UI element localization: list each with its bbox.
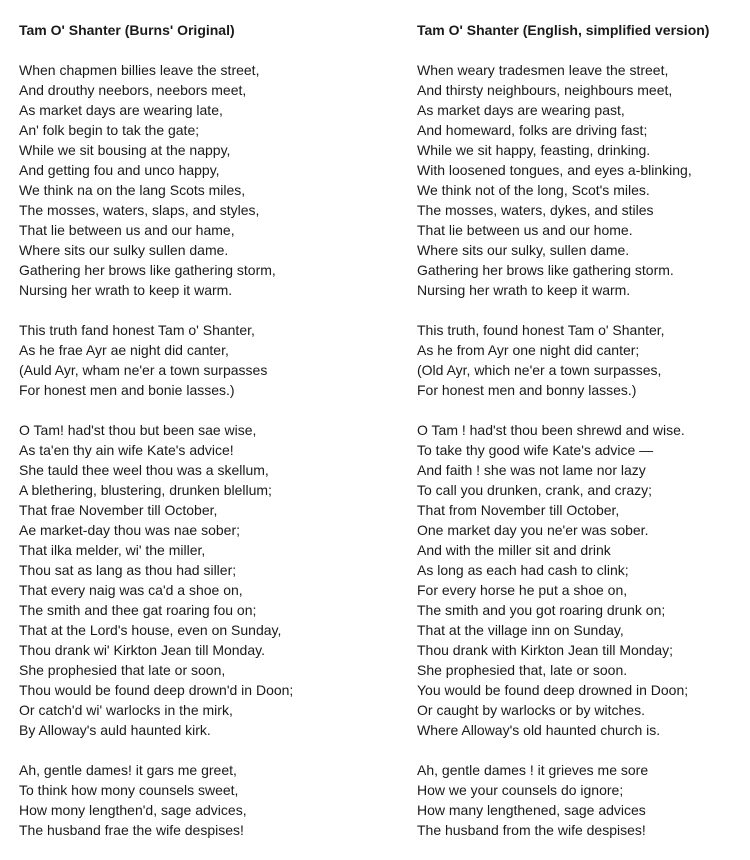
original-stanza — [19, 420, 389, 740]
original-verse-line: Where sits our sulky sullen dame. — [19, 242, 229, 258]
simplified-verse-line: Where sits our sulky, sullen dame. — [417, 242, 630, 258]
simplified-verse-line: How many lengthened, sage advices — [417, 802, 646, 818]
simplified-verse-line: And homeward, folks are driving fast; — [417, 122, 648, 138]
original-verse-line: As market days are wearing late, — [19, 102, 223, 118]
simplified-verse-line: (Old Ayr, which ne'er a town surpasses, — [417, 362, 662, 378]
original-verse-line: The husband frae the wife despises! — [19, 822, 244, 838]
original-verse-line: Ae market-day thou was nae sober; — [19, 522, 241, 538]
original-verse-line: When chapmen billies leave the street, — [19, 62, 260, 78]
original-verse-line: Or catch'd wi' warlocks in the mirk, — [19, 702, 233, 718]
original-verse-line: As ta'en thy ain wife Kate's advice! — [19, 442, 234, 458]
original-verse-line: An' folk begin to tak the gate; — [19, 122, 200, 138]
original-verse-line: The mosses, waters, slaps, and styles, — [19, 202, 260, 218]
original-verse-line: That at the Lord's house, even on Sunday, — [19, 622, 282, 638]
simplified-verse-line: As he from Ayr one night did canter; — [417, 342, 640, 358]
original-stanza — [19, 60, 389, 300]
simplified-verse-line: Thou drank with Kirkton Jean till Monday; — [417, 642, 674, 658]
original-column — [19, 20, 389, 860]
simplified-verse-line: Ah, gentle dames ! it grieves me sore — [417, 762, 649, 778]
original-verse-line: By Alloway's auld haunted kirk. — [19, 722, 211, 738]
simplified-verse-line: That from November till October, — [417, 502, 620, 518]
original-verse-line: A blethering, blustering, drunken blellum; — [19, 482, 272, 498]
original-stanza — [19, 760, 389, 840]
simplified-verse-line: She prophesied that, late or soon. — [417, 662, 628, 678]
original-verse-line: Ah, gentle dames! it gars me greet, — [19, 762, 237, 778]
original-verse-line: And drouthy neebors, neebors meet, — [19, 82, 247, 98]
simplified-verse-line: Gathering her brows like gathering storm. — [417, 262, 674, 278]
original-verse-line: For honest men and bonie lasses.) — [19, 382, 235, 398]
simplified-stanza — [417, 320, 747, 400]
simplified-verse-line: With loosened tongues, and eyes a-blinking, — [417, 162, 692, 178]
simplified-verse-line: While we sit happy, feasting, drinking. — [417, 142, 651, 158]
simplified-column — [417, 20, 747, 860]
original-verse-line: We think na on the lang Scots miles, — [19, 182, 246, 198]
simplified-verse-line: The smith and you got roaring drunk on; — [417, 602, 666, 618]
original-verse-line: That every naig was ca'd a shoe on, — [19, 582, 243, 598]
simplified-verse-line: How we your counsels do ignore; — [417, 782, 624, 798]
simplified-verse-line: Or caught by warlocks or by witches. — [417, 702, 645, 718]
original-verse-line: (Auld Ayr, wham ne'er a town surpasses — [19, 362, 268, 378]
simplified-verse-line: And thirsty neighbours, neighbours meet, — [417, 82, 673, 98]
original-verse-line: That ilka melder, wi' the miller, — [19, 542, 206, 558]
original-verse-line: Thou sat as lang as thou had siller; — [19, 562, 237, 578]
original-verse-line: That lie between us and our hame, — [19, 222, 235, 238]
original-verse-line: Gathering her brows like gathering storm, — [19, 262, 276, 278]
original-verse-line: While we sit bousing at the nappy, — [19, 142, 231, 158]
original-verse-line: The smith and thee gat roaring fou on; — [19, 602, 257, 618]
original-verse-line: Thou would be found deep drown'd in Doon; — [19, 682, 294, 698]
simplified-verse-line: As market days are wearing past, — [417, 102, 625, 118]
original-verse-line: Thou drank wi' Kirkton Jean till Monday. — [19, 642, 265, 658]
original-verse-line: Nursing her wrath to keep it warm. — [19, 282, 233, 298]
simplified-verse-line: O Tam ! had'st thou been shrewd and wise. — [417, 422, 685, 438]
original-stanzas — [19, 60, 389, 840]
original-verse-line: To think how mony counsels sweet, — [19, 782, 239, 798]
simplified-verse-line: When weary tradesmen leave the street, — [417, 62, 669, 78]
original-verse-line: O Tam! had'st thou but been sae wise, — [19, 422, 257, 438]
original-verse-line: How mony lengthen'd, sage advices, — [19, 802, 247, 818]
simplified-stanza — [417, 60, 747, 300]
simplified-verse-line: One market day you ne'er was sober. — [417, 522, 649, 538]
original-verse-line: She prophesied that late or soon, — [19, 662, 226, 678]
simplified-verse-line: For every horse he put a shoe on, — [417, 582, 628, 598]
original-verse-line: She tauld thee weel thou was a skellum, — [19, 462, 269, 478]
original-verse-line: As he frae Ayr ae night did canter, — [19, 342, 229, 358]
original-verse-line: That frae November till October, — [19, 502, 218, 518]
simplified-verse-line: To call you drunken, crank, and crazy; — [417, 482, 653, 498]
original-stanza — [19, 320, 389, 400]
simplified-verse-line: The mosses, waters, dykes, and stiles — [417, 202, 654, 218]
simplified-verse-line: For honest men and bonny lasses.) — [417, 382, 637, 398]
simplified-verse-line: That at the village inn on Sunday, — [417, 622, 624, 638]
simplified-verse-line: Where Alloway's old haunted church is. — [417, 722, 661, 738]
original-verse-line: And getting fou and unco happy, — [19, 162, 220, 178]
simplified-title: Tam O' Shanter (English, simplified version) — [417, 22, 710, 38]
original-verse-line: This truth fand honest Tam o' Shanter, — [19, 322, 255, 338]
simplified-verse-line: We think not of the long, Scot's miles. — [417, 182, 650, 198]
simplified-verse-line: Nursing her wrath to keep it warm. — [417, 282, 631, 298]
simplified-verse-line: And faith ! she was not lame nor lazy — [417, 462, 646, 478]
simplified-stanza — [417, 420, 747, 740]
simplified-stanza — [417, 760, 747, 840]
simplified-verse-line: That lie between us and our home. — [417, 222, 633, 238]
simplified-verse-line: As long as each had cash to clink; — [417, 562, 629, 578]
simplified-verse-line: To take thy good wife Kate's advice — — [417, 442, 654, 458]
simplified-verse-line: And with the miller sit and drink — [417, 542, 611, 558]
simplified-verse-line: This truth, found honest Tam o' Shanter, — [417, 322, 665, 338]
simplified-verse-line: You would be found deep drowned in Doon; — [417, 682, 689, 698]
simplified-stanzas — [417, 60, 747, 840]
original-title: Tam O' Shanter (Burns' Original) — [19, 22, 235, 38]
simplified-verse-line: The husband from the wife despises! — [417, 822, 646, 838]
